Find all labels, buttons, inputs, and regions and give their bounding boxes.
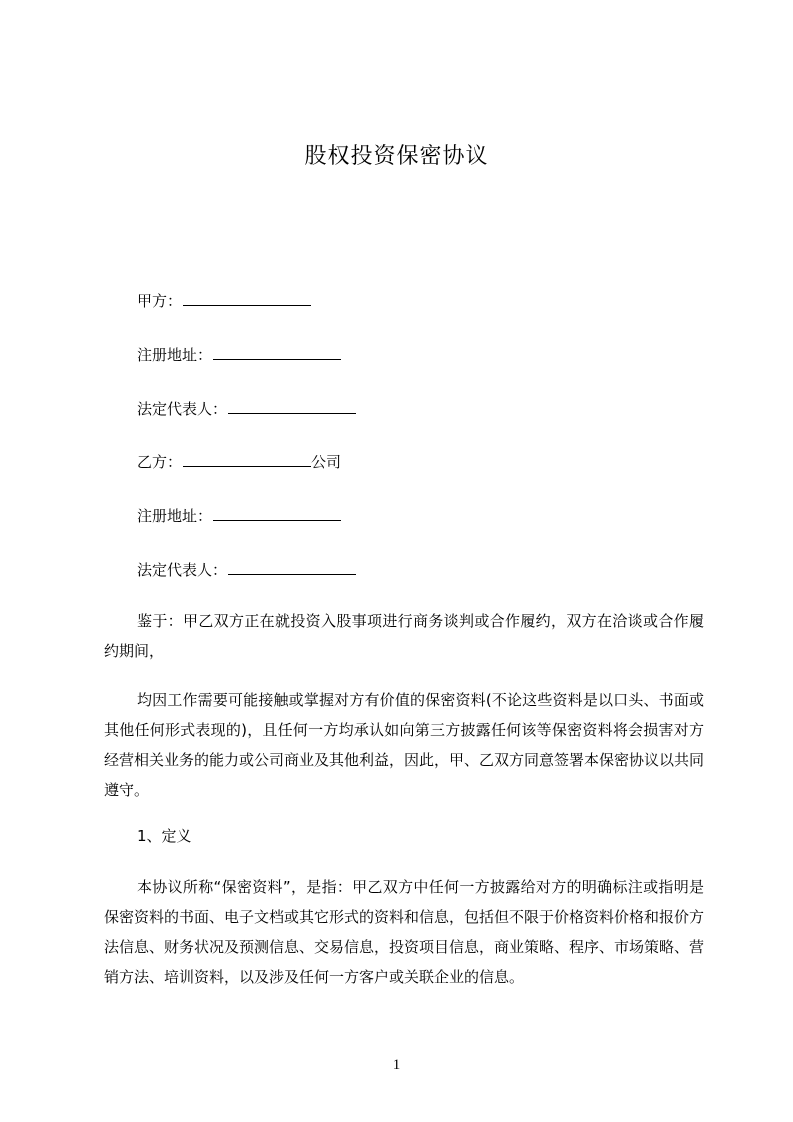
definition-paragraph: 本协议所称“保密资料”，是指：甲乙双方中任何一方披露给对方的明确标注或指明是保密资料的书面、电子文档或其它形式的资料和信息，包括但不限于价格资料价格和报价方法信息、财务状况及预测信息、交易信息，投资项目信息，商业策略、程序、市场策略、营销方法、培训资料，以及涉及任何一方客户或关联企业的信息。 <box>104 878 705 986</box>
party-b-address-blank <box>213 506 341 521</box>
party-b-suffix: 公司 <box>311 453 342 471</box>
party-b-address-label: 注册地址： <box>137 507 213 525</box>
party-a-label: 甲方： <box>137 292 183 310</box>
party-b-address-field <box>137 506 341 526</box>
party-b-rep-blank <box>228 560 356 575</box>
section-heading-definition: 1、定义 <box>137 827 192 845</box>
party-a-address-field <box>137 345 341 365</box>
party-a-field <box>137 291 311 311</box>
party-b-blank <box>183 452 311 467</box>
party-a-rep-label: 法定代表人： <box>137 400 228 418</box>
party-b-label: 乙方： <box>137 453 183 471</box>
party-b-field <box>137 452 341 472</box>
party-a-rep-blank <box>228 399 356 414</box>
party-a-rep-field <box>137 399 356 419</box>
party-a-address-blank <box>213 345 341 360</box>
party-a-blank <box>183 291 311 306</box>
party-b-rep-field <box>137 560 356 580</box>
party-b-rep-label: 法定代表人： <box>137 561 228 579</box>
document-title: 股权投资保密协议 <box>304 144 489 169</box>
page-number: 1 <box>392 1057 401 1073</box>
confidentiality-paragraph: 均因工作需要可能接触或掌握对方有价值的保密资料(不论这些资料是以口头、书面或其他任何形式表现的)，且任何一方均承认如向第三方披露任何该等保密资料将会损害对方经营相关业务的能力或公司商业及其他利益，因此，甲、乙双方同意签署本保密协议以共同遵守。 <box>104 691 705 799</box>
recital-paragraph: 鉴于：甲乙双方正在就投资入股事项进行商务谈判或合作履约，双方在洽谈或合作履约期间， <box>104 612 704 660</box>
party-a-address-label: 注册地址： <box>137 346 213 364</box>
